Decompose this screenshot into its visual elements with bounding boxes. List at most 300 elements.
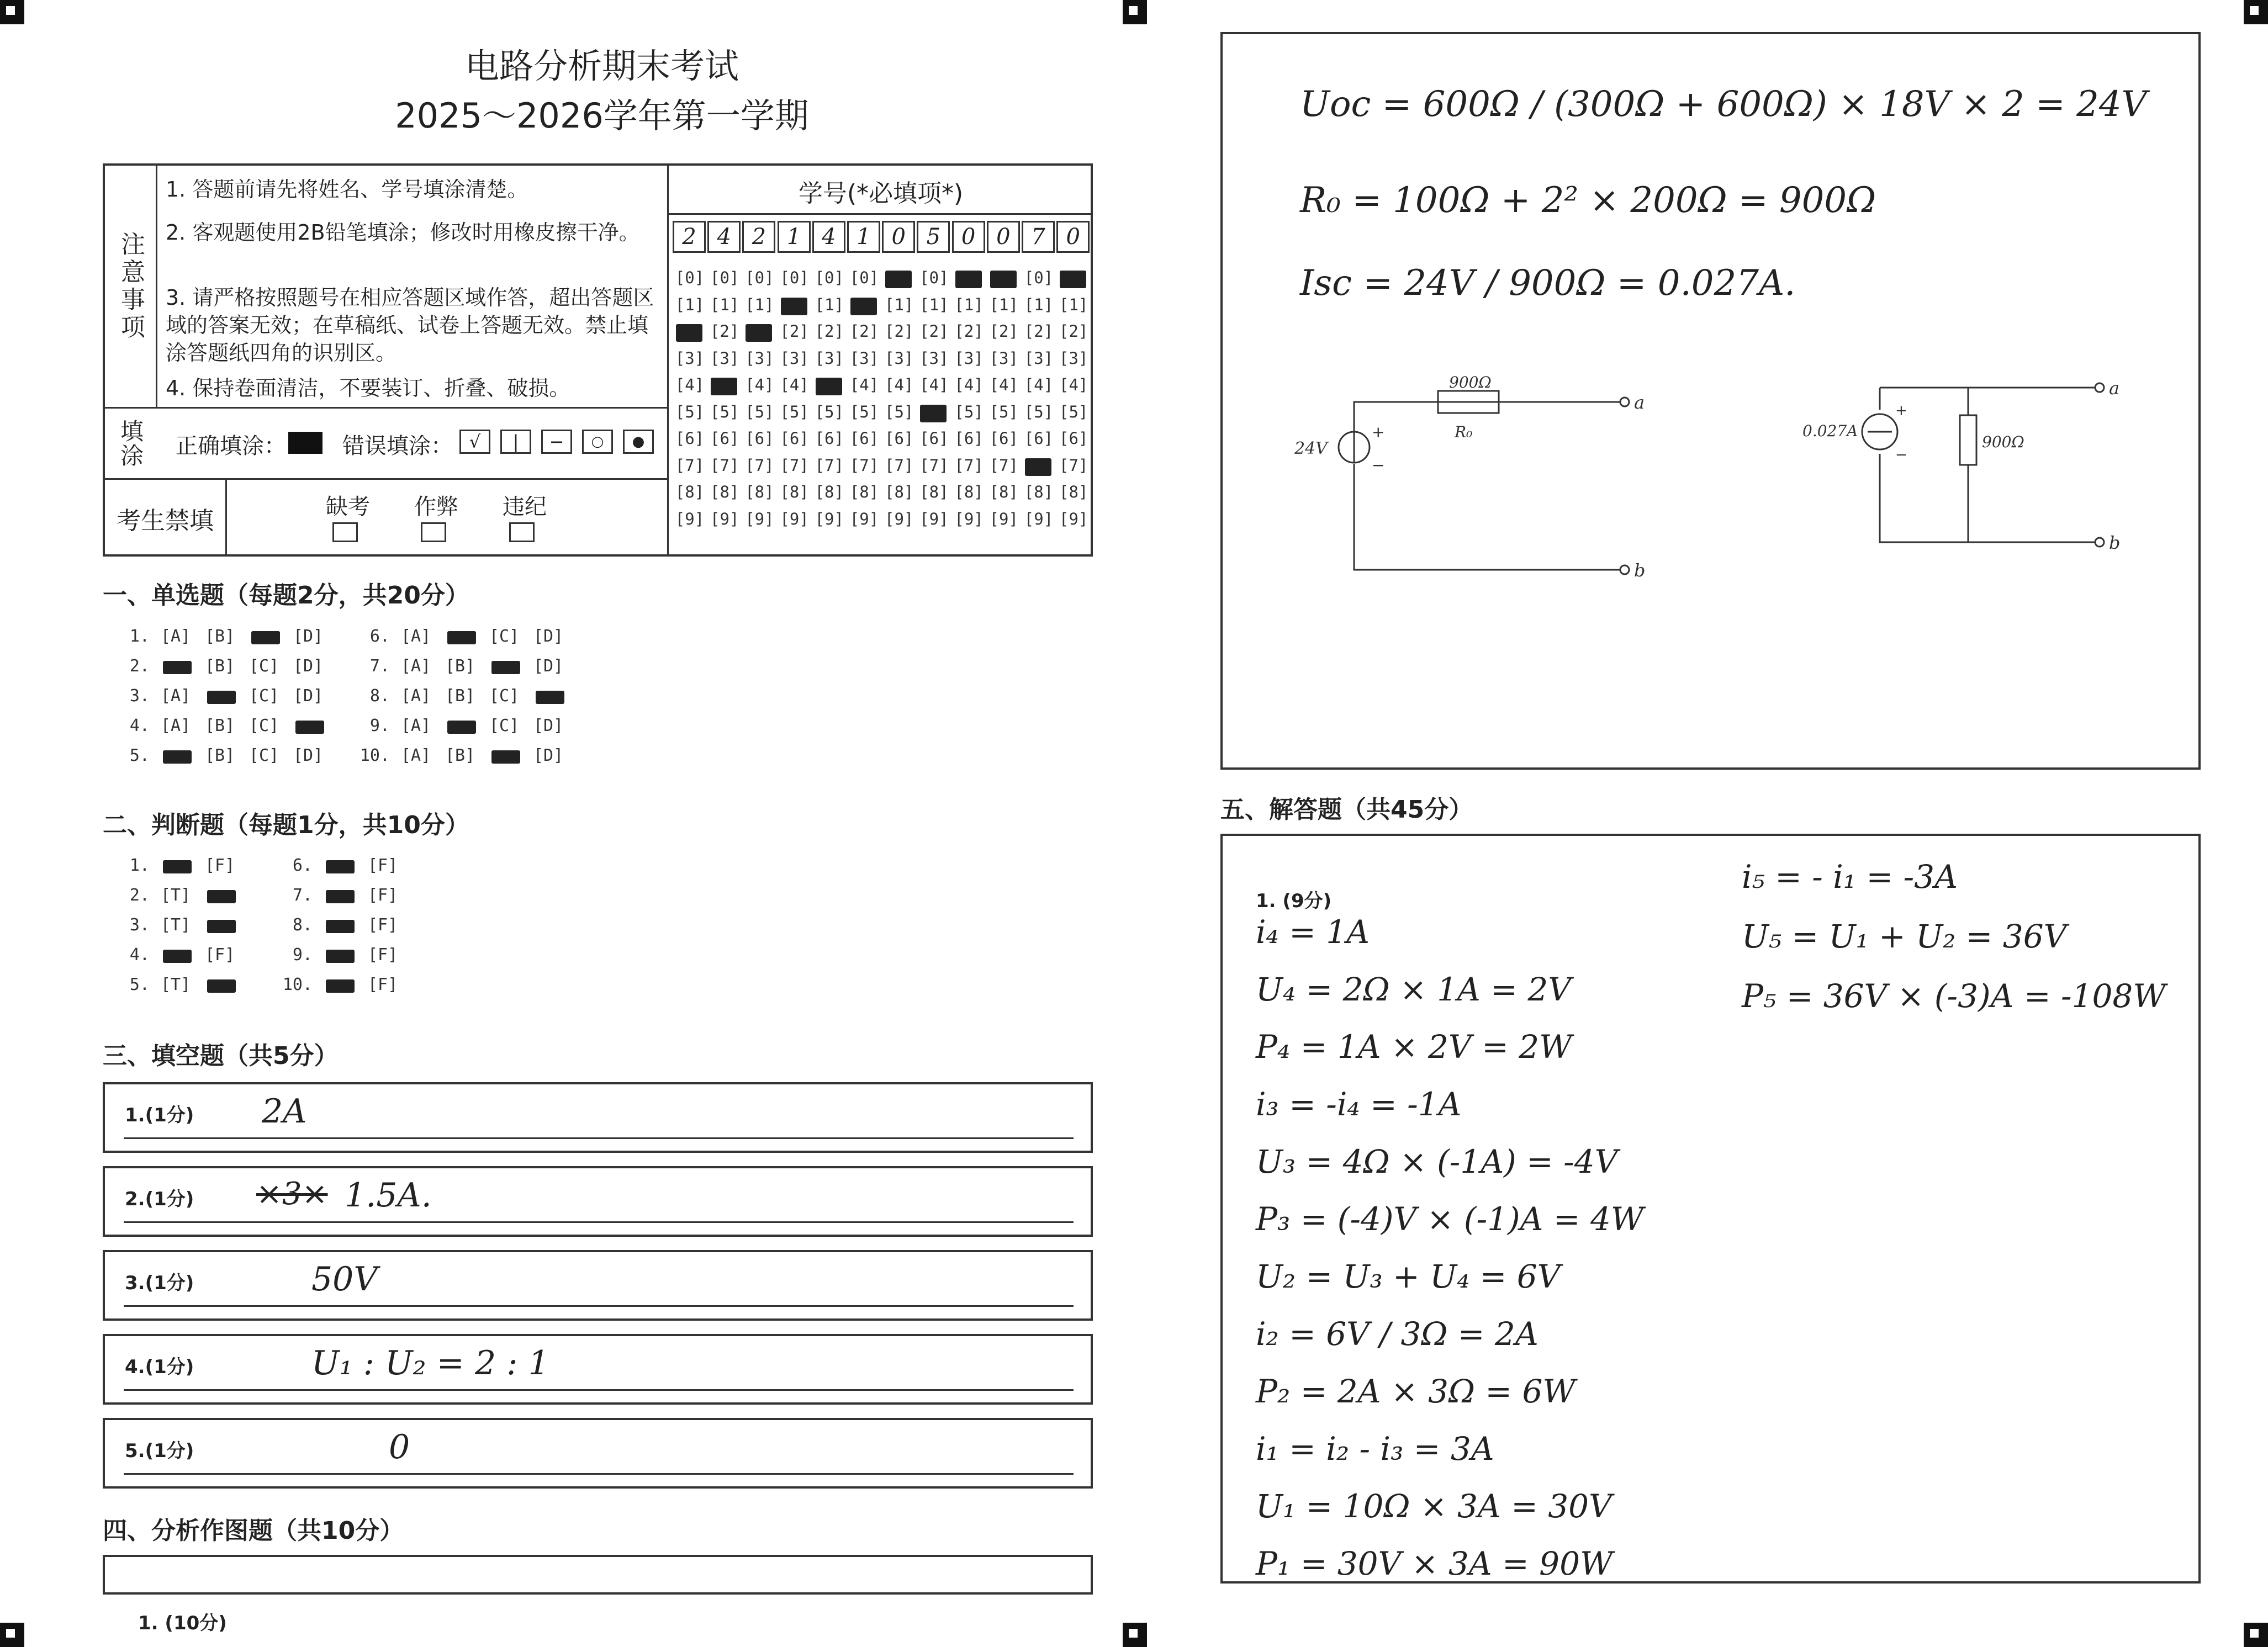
fill-blank-box [103,1418,1093,1489]
fill-blank-answer: 2A [262,1092,307,1131]
corner-mark-top-center [1123,0,1147,24]
student-id-bubble[interactable]: [5] [675,402,705,421]
student-id-bubble[interactable]: [2] [989,322,1018,341]
student-id-digit: 0 [882,221,915,253]
student-id-bubble[interactable]: [4] [1024,375,1054,394]
student-id-bubble[interactable]: [3] [849,348,879,368]
sc-option-filled[interactable] [295,721,324,734]
student-id-digit: 0 [952,221,985,253]
sc-option[interactable]: [D] [293,656,324,676]
analysis-box-top [103,1555,1093,1595]
corner-mark-bottom-left [0,1623,24,1647]
student-id-bubble[interactable]: [8] [815,483,844,501]
student-id-bubble[interactable]: [0] [919,268,949,287]
tf-option[interactable]: [F] [205,945,235,965]
solution-line: i₁ = i₂ - i₃ = 3A [1256,1430,1494,1468]
solution-line: P₃ = (-4)V × (-1)A = 4W [1256,1200,1644,1238]
student-id-bubble[interactable]: [6] [1024,429,1054,448]
fill-blank-underline [124,1473,1074,1475]
student-id-bubble-filled[interactable] [1060,271,1086,288]
tf-option-filled[interactable] [163,860,192,873]
sc-question-number: 2. [129,656,150,676]
norton-r-label: 900Ω [1982,433,2024,451]
notice-label: 注意事项 [117,231,145,342]
norton-terminal-b: b [2109,532,2121,553]
student-id-bubble[interactable]: [0] [1024,268,1054,287]
student-id-bubble[interactable]: [2] [780,322,809,341]
student-id-bubble[interactable]: [9] [675,509,705,528]
student-id-bubble[interactable]: [9] [710,509,739,528]
student-id-bubble[interactable]: [9] [884,509,914,528]
thevenin-source-label: 24V [1294,439,1328,458]
exam-term: 2025～2026学年第一学期 [395,96,809,136]
student-id-bubble[interactable]: [5] [780,402,809,421]
sc-option[interactable]: [D] [293,686,324,706]
svg-text:+: + [1895,403,1907,419]
corner-mark-bottom-center [1123,1623,1147,1647]
student-id-bubble[interactable]: [4] [919,375,949,394]
sc-question-number: 1. [129,627,150,646]
violation-label: 违纪 [503,494,547,520]
corner-mark-top-left [0,0,24,24]
tf-option-filled[interactable] [326,979,355,993]
wrong-sample-check: √ [459,430,490,454]
student-id-bubble[interactable]: [5] [884,402,914,421]
sc-option[interactable]: [A] [401,746,431,765]
tf-option[interactable]: [F] [368,886,398,905]
violation-checkbox[interactable] [509,522,535,542]
solution-line: U₂ = U₃ + U₄ = 6V [1256,1258,1561,1295]
student-id-bubble[interactable]: [6] [849,429,879,448]
student-id-bubble[interactable]: [9] [1059,509,1088,528]
student-id-bubble[interactable]: [1] [954,295,984,314]
sc-option[interactable]: [A] [401,627,431,646]
notice-table [103,163,1093,557]
corner-mark-bottom-right [2244,1623,2268,1647]
student-id-bubble-filled[interactable] [816,378,842,395]
sc-option-filled[interactable] [207,691,236,704]
tf-question-number: 6. [292,856,313,875]
section-solution: 五、解答题（共45分） [1220,796,1473,824]
student-id-bubble[interactable]: [8] [745,483,774,501]
fill-blank-underline [124,1221,1074,1223]
tf-option[interactable]: [F] [368,915,398,935]
student-id-bubble[interactable]: [1] [919,295,949,314]
sc-option[interactable]: [D] [293,627,324,646]
norton-source-label: 0.027A [1802,422,1858,440]
student-id-bubble[interactable]: [7] [884,456,914,475]
student-id-bubble-filled[interactable] [990,271,1017,288]
sc-option-filled[interactable] [447,631,476,644]
thevenin-r-label: 900Ω [1449,373,1492,391]
section-analysis: 四、分析作图题（共10分） [103,1517,404,1545]
student-id-bubble[interactable]: [3] [884,348,914,368]
student-id-bubble[interactable]: [3] [675,348,705,368]
exam-title: 电路分析期末考试 [464,46,739,86]
student-id-bubble[interactable]: [6] [815,429,844,448]
sc-option-filled[interactable] [491,661,520,674]
student-id-bubble[interactable]: [2] [1024,322,1054,341]
tf-option-filled[interactable] [326,860,355,873]
student-id-bubble[interactable]: [6] [1059,429,1088,448]
solution-box [1220,834,2201,1584]
student-id-bubble[interactable]: [0] [815,268,844,287]
sc-option-filled[interactable] [251,631,280,644]
student-id-bubble[interactable]: [5] [1024,402,1054,421]
section-single-choice: 一、单选题（每题2分，共20分） [103,581,469,610]
sc-option[interactable]: [D] [533,746,564,765]
wrong-fill-label: 错误填涂： [342,433,453,459]
student-id-bubble[interactable]: [9] [849,509,879,528]
student-id-bubble[interactable]: [3] [954,348,984,368]
tf-question-number: 5. [129,975,150,994]
sc-question-number: 7. [369,656,390,676]
sc-option[interactable]: [A] [401,686,431,706]
solution-line: P₂ = 2A × 3Ω = 6W [1256,1373,1576,1410]
sc-question-number: 9. [369,716,390,735]
sc-option[interactable]: [C] [249,656,279,676]
student-id-bubble[interactable]: [6] [919,429,949,448]
fill-blank-box [103,1166,1093,1237]
sc-option[interactable]: [A] [401,656,431,676]
student-id-bubble[interactable]: [8] [1024,483,1054,501]
student-id-digit: 7 [1022,221,1055,253]
student-id-bubble[interactable]: [3] [780,348,809,368]
fill-blank-box [103,1334,1093,1405]
student-id-digit: 0 [987,221,1020,253]
wrong-sample-dash: − [541,430,572,454]
tf-question-number: 8. [292,915,313,935]
correct-fill-label: 正确填涂： [176,433,286,459]
sc-option[interactable]: [D] [533,716,564,735]
student-id-digit: 1 [847,221,880,253]
student-id-bubble[interactable]: [8] [780,483,809,501]
student-id-bubble[interactable]: [8] [989,483,1018,501]
sc-option[interactable]: [A] [161,627,191,646]
student-id-bubble-filled[interactable] [885,271,912,288]
student-id-bubble[interactable]: [5] [815,402,844,421]
tf-option[interactable]: [T] [161,975,191,994]
tf-option-filled[interactable] [207,920,236,933]
fill-blank-struck-answer: ×3× [256,1176,328,1212]
student-id-bubble[interactable]: [7] [989,456,1018,475]
student-id-bubble[interactable]: [6] [675,429,705,448]
student-id-bubble[interactable]: [7] [780,456,809,475]
norton-terminal-a: a [2109,378,2120,399]
student-id-bubble[interactable]: [2] [919,322,949,341]
absent-label: 缺考 [326,494,370,520]
tf-option-filled[interactable] [326,890,355,903]
sc-option[interactable]: [C] [249,746,279,765]
section-fill-blank: 三、填空题（共5分） [103,1042,339,1070]
student-id-bubble-filled[interactable] [676,324,702,342]
fill-blank-label: 1.(1分) [125,1104,194,1126]
fill-blank-label: 3.(1分) [125,1272,194,1294]
student-id-digit: 4 [812,221,845,253]
rule-4: 4. 保持卷面清洁，不要装订、折叠、破损。 [166,376,570,400]
tf-option[interactable]: [F] [205,856,235,875]
solution-q1-label: 1. (9分) [1256,890,1332,912]
sc-option[interactable]: [C] [249,686,279,706]
student-id-bubble[interactable]: [0] [675,268,705,287]
student-id-bubble[interactable]: [7] [849,456,879,475]
student-id-bubble[interactable]: [7] [919,456,949,475]
fill-blank-label: 5.(1分) [125,1440,194,1462]
sc-option-filled[interactable] [163,750,192,764]
tf-question-number: 2. [129,886,150,905]
analysis-work-box [1220,32,2201,770]
fill-blank-answer: U₁ : U₂ = 2 : 1 [311,1344,549,1383]
fill-blank-underline [124,1389,1074,1391]
student-id-digit: 1 [778,221,811,253]
svg-text:−: − [1372,456,1385,474]
analysis-q1-label: 1. (10分) [138,1612,227,1634]
student-id-bubble[interactable]: [4] [884,375,914,394]
student-id-bubble[interactable]: [3] [989,348,1018,368]
fill-blank-underline [124,1305,1074,1307]
sc-question-number: 4. [129,716,150,735]
student-id-bubble[interactable]: [7] [675,456,705,475]
solution-line: P₁ = 30V × 3A = 90W [1256,1545,1613,1582]
student-id-bubble[interactable]: [4] [675,375,705,394]
sc-option-filled[interactable] [163,661,192,674]
sc-option[interactable]: [C] [489,627,520,646]
section-true-false: 二、判断题（每题1分，共10分） [103,811,469,839]
student-id-bubble[interactable]: [7] [815,456,844,475]
solution-line: P₄ = 1A × 2V = 2W [1256,1028,1572,1066]
sc-option[interactable]: [B] [205,656,235,676]
student-id-bubble[interactable]: [0] [849,268,879,287]
sc-question-number: 6. [369,627,390,646]
sc-option[interactable]: [B] [445,746,475,765]
student-id-bubble[interactable]: [7] [745,456,774,475]
fill-blank-label: 2.(1分) [125,1188,194,1210]
student-id-bubble[interactable]: [6] [745,429,774,448]
tf-question-number: 1. [129,856,150,875]
student-id-bubble[interactable]: [7] [1059,456,1088,475]
student-id-bubble[interactable]: [8] [849,483,879,501]
work-line-r0: R₀ = 100Ω + 2² × 200Ω = 900Ω [1300,180,1876,221]
work-line-uoc: Uoc = 600Ω / (300Ω + 600Ω) × 18V × 2 = 24V [1300,84,2147,125]
fill-blank-box [103,1082,1093,1153]
student-id-bubble[interactable]: [6] [710,429,739,448]
student-id-bubble[interactable]: [4] [745,375,774,394]
student-id-bubble[interactable]: [1] [1024,295,1054,314]
sc-option[interactable]: [B] [445,656,475,676]
student-id-bubble[interactable]: [4] [849,375,879,394]
thevenin-circuit [1289,366,1687,597]
sc-question-number: 8. [369,686,390,706]
student-id-bubble-filled[interactable] [955,271,982,288]
student-id-bubble[interactable]: [1] [815,295,844,314]
student-id-header: 学号(*必填项*) [798,179,964,208]
student-id-bubble[interactable]: [1] [710,295,739,314]
student-id-bubble[interactable]: [8] [919,483,949,501]
student-id-bubble[interactable]: [6] [954,429,984,448]
rule-2: 2. 客观题使用2B铅笔填涂；修改时用橡皮擦干净。 [166,220,640,245]
cheat-label: 作弊 [414,494,458,520]
student-id-bubble[interactable]: [3] [815,348,844,368]
solution-line: i₄ = 1A [1256,913,1370,951]
student-id-bubble[interactable]: [4] [1059,375,1088,394]
tf-option[interactable]: [F] [368,975,398,994]
sc-option[interactable]: [D] [293,746,324,765]
solution-line: P₅ = 36V × (-3)A = -108W [1742,977,2166,1015]
tf-question-number: 4. [129,945,150,965]
sc-question-number: 3. [129,686,150,706]
tf-option-filled[interactable] [207,979,236,993]
cheat-checkbox[interactable] [421,522,446,542]
work-line-isc: Isc = 24V / 900Ω = 0.027A. [1300,263,1796,304]
tf-option[interactable]: [T] [161,915,191,935]
norton-circuit [1775,354,2161,586]
student-id-bubble[interactable]: [1] [1059,295,1088,314]
student-id-bubble[interactable]: [0] [745,268,774,287]
wrong-sample-dot: ● [623,430,654,454]
tf-option[interactable]: [T] [161,886,191,905]
student-id-bubble[interactable]: [8] [1059,483,1088,501]
student-id-digit: 4 [707,221,741,253]
solution-line: U₁ = 10Ω × 3A = 30V [1256,1487,1612,1525]
student-id-bubble[interactable]: [8] [954,483,984,501]
student-id-bubble[interactable]: [9] [919,509,949,528]
student-id-bubble[interactable]: [3] [1024,348,1054,368]
student-id-bubble[interactable]: [2] [815,322,844,341]
student-id-bubble-filled[interactable] [1025,458,1051,476]
solution-line: i₃ = -i₄ = -1A [1256,1085,1462,1123]
absent-checkbox[interactable] [332,522,358,542]
rule-1: 1. 答题前请先将姓名、学号填涂清楚。 [166,177,528,202]
student-id-bubble[interactable]: [1] [745,295,774,314]
fill-blank-box [103,1250,1093,1321]
student-id-bubble[interactable]: [9] [815,509,844,528]
tf-option-filled[interactable] [207,890,236,903]
student-id-bubble[interactable]: [9] [1024,509,1054,528]
fill-blank-answer: 1.5A. [345,1176,432,1215]
sc-option[interactable]: [C] [249,716,279,735]
student-id-bubble[interactable]: [1] [884,295,914,314]
student-id-bubble[interactable]: [3] [1059,348,1088,368]
wrong-sample-bar: | [500,430,531,454]
student-id-bubble[interactable]: [1] [989,295,1018,314]
sc-option[interactable]: [A] [401,716,431,735]
sc-option[interactable]: [B] [205,627,235,646]
student-id-bubble[interactable]: [2] [710,322,739,341]
student-id-bubble[interactable]: [7] [710,456,739,475]
sc-option[interactable]: [B] [445,686,475,706]
solution-line: U₅ = U₁ + U₂ = 36V [1742,918,2067,955]
sc-question-number: 10. [360,746,390,765]
student-id-bubble[interactable]: [9] [954,509,984,528]
tf-option[interactable]: [F] [368,945,398,965]
student-id-bubble[interactable]: [2] [954,322,984,341]
student-id-bubble-filled[interactable] [920,405,947,422]
student-id-bubble[interactable]: [1] [675,295,705,314]
student-id-bubble-filled[interactable] [746,324,772,342]
svg-text:−: − [1895,447,1907,463]
student-id-bubble[interactable]: [5] [710,402,739,421]
thevenin-r-name: R₀ [1455,423,1473,441]
tf-question-number: 10. [282,975,313,994]
student-id-bubble[interactable]: [9] [745,509,774,528]
sc-option[interactable]: [D] [533,656,564,676]
student-id-bubble[interactable]: [3] [919,348,949,368]
sc-option[interactable]: [B] [205,716,235,735]
fill-label: 填涂 [117,419,144,468]
svg-text:+: + [1372,423,1385,441]
sc-option[interactable]: [A] [161,686,191,706]
student-id-bubble[interactable]: [5] [954,402,984,421]
student-id-bubble[interactable]: [0] [780,268,809,287]
student-id-bubble[interactable]: [0] [710,268,739,287]
tf-question-number: 9. [292,945,313,965]
student-id-bubble[interactable]: [8] [675,483,705,501]
sc-option[interactable]: [B] [205,746,235,765]
sc-option[interactable]: [D] [533,627,564,646]
tf-option-filled[interactable] [326,950,355,963]
student-id-digit: 2 [673,221,706,253]
student-id-bubble[interactable]: [4] [954,375,984,394]
fill-blank-underline [124,1137,1074,1139]
student-id-bubble[interactable]: [9] [780,509,809,528]
tf-option-filled[interactable] [326,920,355,933]
tf-question-number: 3. [129,915,150,935]
student-id-bubble[interactable]: [8] [710,483,739,501]
tf-option-filled[interactable] [163,950,192,963]
student-id-bubble[interactable]: [2] [849,322,879,341]
student-id-digit: 0 [1056,221,1090,253]
student-id-bubble[interactable]: [2] [884,322,914,341]
tf-option[interactable]: [F] [368,856,398,875]
correct-fill-sample [288,432,323,454]
student-id-bubble[interactable]: [2] [1059,322,1088,341]
student-id-bubble-filled[interactable] [850,298,877,315]
solution-line: i₂ = 6V / 3Ω = 2A [1256,1315,1539,1353]
thevenin-terminal-b: b [1634,560,1646,581]
forbidden-label: 考生禁填 [117,506,214,535]
wrong-sample-circle: ○ [582,430,613,454]
fill-blank-answer: 0 [389,1428,410,1466]
student-id-digit: 5 [917,221,950,253]
student-id-bubble[interactable]: [5] [745,402,774,421]
student-id-bubble[interactable]: [6] [884,429,914,448]
student-id-bubble[interactable]: [4] [989,375,1018,394]
student-id-bubble[interactable]: [5] [989,402,1018,421]
student-id-bubble[interactable]: [8] [884,483,914,501]
student-id-bubble[interactable]: [7] [954,456,984,475]
sc-option[interactable]: [A] [161,716,191,735]
student-id-bubble-filled[interactable] [711,378,737,395]
fill-blank-label: 4.(1分) [125,1356,194,1378]
sc-option-filled[interactable] [536,691,564,704]
student-id-bubble[interactable]: [4] [780,375,809,394]
sc-option-filled[interactable] [491,750,520,764]
student-id-bubble[interactable]: [5] [849,402,879,421]
student-id-bubble[interactable]: [6] [989,429,1018,448]
student-id-bubble[interactable]: [5] [1059,402,1088,421]
student-id-bubble[interactable]: [3] [745,348,774,368]
student-id-bubble-filled[interactable] [781,298,807,315]
sc-question-number: 5. [129,746,150,765]
student-id-bubble[interactable]: [3] [710,348,739,368]
solution-line: U₃ = 4Ω × (-1A) = -4V [1256,1143,1618,1180]
sc-option-filled[interactable] [447,721,476,734]
student-id-bubble[interactable]: [6] [780,429,809,448]
sc-option[interactable]: [C] [489,716,520,735]
fill-blank-answer: 50V [311,1260,378,1299]
sc-option[interactable]: [C] [489,686,520,706]
student-id-bubble[interactable]: [9] [989,509,1018,528]
